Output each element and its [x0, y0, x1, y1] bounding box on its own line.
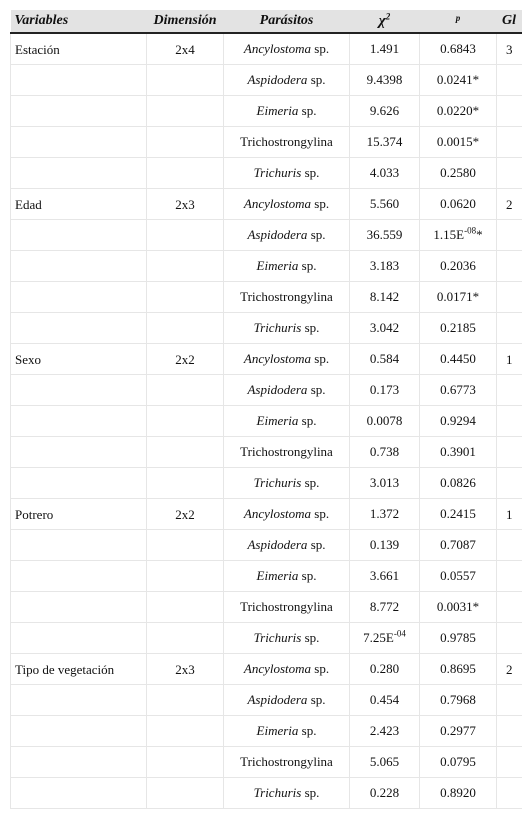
p-value-cell [420, 96, 497, 127]
table-row [11, 406, 522, 437]
gl-cell [497, 468, 522, 499]
chi-value: 0.584 [369, 351, 400, 366]
table-row [11, 561, 522, 592]
dimension-cell [147, 685, 224, 716]
variable-cell: Edad [11, 189, 147, 220]
table-row [11, 499, 522, 530]
chi-value: 3.661 [369, 568, 400, 583]
variable-cell [11, 468, 147, 499]
parasite-suffix: sp. [301, 630, 320, 645]
parasite-suffix: Trichostrongylina [240, 599, 333, 614]
chi-square-cell [350, 654, 420, 685]
p-value-cell [420, 468, 497, 499]
chi-value: 1.491 [369, 41, 400, 56]
dimension-cell [147, 468, 224, 499]
parasite-cell [224, 96, 350, 127]
p-value: 0.0220* [436, 103, 480, 118]
chi-value: 2.423 [369, 723, 400, 738]
table-row [11, 375, 522, 406]
gl-cell [497, 623, 522, 654]
gl-cell [497, 685, 522, 716]
chi-superscript: 2 [385, 10, 391, 21]
p-value-cell [420, 251, 497, 282]
variable-cell [11, 282, 147, 313]
p-value: 0.2977 [440, 723, 476, 738]
parasite-suffix: sp. [307, 382, 326, 397]
chi-square-cell [350, 592, 420, 623]
chi-square-cell [350, 623, 420, 654]
parasite-genus: Trichuris [253, 475, 302, 490]
parasite-genus: Aspidodera [247, 692, 308, 707]
variable-cell [11, 158, 147, 189]
dimension-cell [147, 282, 224, 313]
parasite-cell [224, 127, 350, 158]
chi-square-cell [350, 189, 420, 220]
parasite-genus: Eimeria [256, 103, 299, 118]
p-value: 0.8920 [440, 785, 476, 800]
chi-square-cell [350, 530, 420, 561]
chi-square-cell [350, 685, 420, 716]
parasite-genus: Aspidodera [247, 227, 308, 242]
parasite-suffix: sp. [301, 475, 320, 490]
results-table [10, 10, 522, 809]
gl-cell [497, 716, 522, 747]
gl-cell [497, 158, 522, 189]
p-value-cell [420, 65, 497, 96]
table-row [11, 96, 522, 127]
chi-value: 7.25E [363, 630, 394, 645]
p-value-cell [420, 282, 497, 313]
chi-value: 0.454 [369, 692, 400, 707]
parasite-genus: Ancylostoma [243, 661, 312, 676]
chi-value: 4.033 [369, 165, 400, 180]
table-row [11, 282, 522, 313]
gl-cell [497, 220, 522, 251]
p-value: 0.0620 [440, 196, 476, 211]
parasite-cell [224, 468, 350, 499]
p-value: 0.0031* [436, 599, 480, 614]
table-row [11, 313, 522, 344]
variable-cell [11, 220, 147, 251]
parasite-suffix: sp. [301, 785, 320, 800]
parasite-cell [224, 778, 350, 809]
p-value: 0.6843 [440, 41, 476, 56]
chi-value: 0.173 [369, 382, 400, 397]
header-chi-square [350, 10, 420, 33]
p-value-cell [420, 685, 497, 716]
chi-square-cell [350, 561, 420, 592]
dimension-cell: 2x2 [147, 499, 224, 530]
table-row [11, 344, 522, 375]
parasite-cell [224, 685, 350, 716]
p-value-cell [420, 33, 497, 65]
parasite-cell [224, 344, 350, 375]
parasite-cell [224, 561, 350, 592]
variable-cell: Estación [11, 33, 147, 65]
variable-cell: Tipo de vegetación [11, 654, 147, 685]
table-row [11, 220, 522, 251]
variable-cell [11, 313, 147, 344]
p-value-cell [420, 406, 497, 437]
p-value: 0.7968 [440, 692, 476, 707]
parasite-suffix: sp. [307, 692, 326, 707]
parasite-cell [224, 530, 350, 561]
p-value: 0.2185 [440, 320, 476, 335]
gl-cell [497, 747, 522, 778]
p-value-cell [420, 654, 497, 685]
variable-cell [11, 623, 147, 654]
gl-cell [497, 406, 522, 437]
table-row [11, 778, 522, 809]
variable-cell [11, 406, 147, 437]
chi-square-cell [350, 313, 420, 344]
variable-cell [11, 685, 147, 716]
parasite-suffix: Trichostrongylina [240, 444, 333, 459]
parasite-cell [224, 65, 350, 96]
dimension-cell [147, 623, 224, 654]
chi-value: 3.183 [369, 258, 400, 273]
chi-value: 5.560 [369, 196, 400, 211]
p-value: 0.2415 [440, 506, 476, 521]
table-row [11, 33, 522, 65]
parasite-genus: Aspidodera [247, 382, 308, 397]
dimension-cell [147, 561, 224, 592]
parasite-cell [224, 623, 350, 654]
dimension-cell [147, 220, 224, 251]
gl-cell [497, 313, 522, 344]
parasite-genus: Trichuris [253, 785, 302, 800]
chi-value: 1.372 [369, 506, 400, 521]
gl-cell [497, 437, 522, 468]
chi-exponent: -04 [393, 628, 406, 639]
chi-value: 36.559 [366, 227, 403, 242]
chi-value: 9.626 [369, 103, 400, 118]
parasite-genus: Eimeria [256, 258, 299, 273]
gl-cell [497, 375, 522, 406]
chi-symbol: χ [378, 12, 386, 29]
parasite-cell [224, 158, 350, 189]
dimension-cell [147, 747, 224, 778]
chi-square-cell [350, 716, 420, 747]
parasite-suffix: sp. [298, 413, 317, 428]
table-row [11, 437, 522, 468]
p-value: 0.4450 [440, 351, 476, 366]
parasite-suffix: sp. [311, 41, 330, 56]
gl-cell [497, 282, 522, 313]
variable-cell [11, 96, 147, 127]
table-row [11, 251, 522, 282]
parasite-genus: Eimeria [256, 568, 299, 583]
chi-square-cell [350, 375, 420, 406]
chi-square-cell [350, 251, 420, 282]
chi-value: 0.228 [369, 785, 400, 800]
parasite-suffix: Trichostrongylina [240, 134, 333, 149]
parasite-genus: Aspidodera [247, 72, 308, 87]
variable-cell: Potrero [11, 499, 147, 530]
header-dimension: Dimensión [147, 10, 224, 33]
chi-square-cell [350, 468, 420, 499]
dimension-cell [147, 158, 224, 189]
p-value-cell [420, 313, 497, 344]
p-value-cell [420, 375, 497, 406]
p-value: 0.0241* [436, 72, 480, 87]
parasite-genus: Eimeria [256, 413, 299, 428]
header-variables: Variables [11, 10, 147, 33]
p-value: 0.7087 [440, 537, 476, 552]
chi-square-cell [350, 282, 420, 313]
p-value: 0.0795 [440, 754, 476, 769]
dimension-cell: 2x4 [147, 33, 224, 65]
dimension-cell [147, 96, 224, 127]
p-value-cell [420, 530, 497, 561]
dimension-cell [147, 530, 224, 561]
chi-value: 8.772 [369, 599, 400, 614]
p-value-cell [420, 189, 497, 220]
parasite-suffix: sp. [311, 351, 330, 366]
p-exponent: -08 [464, 225, 477, 236]
dimension-cell [147, 375, 224, 406]
p-value: 0.9785 [440, 630, 476, 645]
p-value: 0.0826 [440, 475, 476, 490]
p-value: 0.8695 [440, 661, 476, 676]
variable-cell [11, 778, 147, 809]
chi-square-cell [350, 65, 420, 96]
dimension-cell [147, 406, 224, 437]
gl-cell: 2 [497, 189, 522, 220]
chi-square-cell [350, 499, 420, 530]
chi-value: 0.280 [369, 661, 400, 676]
header-p [420, 10, 497, 33]
parasite-genus: Trichuris [253, 320, 302, 335]
parasite-genus: Ancylostoma [243, 351, 312, 366]
variable-cell [11, 716, 147, 747]
dimension-cell [147, 313, 224, 344]
table-row [11, 65, 522, 96]
parasite-suffix: sp. [301, 165, 320, 180]
parasite-suffix: sp. [307, 227, 326, 242]
chi-square-cell [350, 437, 420, 468]
gl-cell: 2 [497, 654, 522, 685]
parasite-genus: Ancylostoma [243, 41, 312, 56]
parasite-cell [224, 375, 350, 406]
parasite-genus: Trichuris [253, 165, 302, 180]
parasite-genus: Ancylostoma [243, 506, 312, 521]
p-value: 0.9294 [440, 413, 476, 428]
parasite-suffix: Trichostrongylina [240, 754, 333, 769]
gl-cell: 1 [497, 499, 522, 530]
parasite-suffix: sp. [298, 103, 317, 118]
variable-cell [11, 530, 147, 561]
dimension-cell [147, 778, 224, 809]
chi-square-cell [350, 344, 420, 375]
gl-cell [497, 65, 522, 96]
gl-cell [497, 778, 522, 809]
chi-square-cell [350, 33, 420, 65]
gl-cell [497, 592, 522, 623]
parasite-genus: Trichuris [253, 630, 302, 645]
variable-cell [11, 127, 147, 158]
header-gl: Gl [497, 10, 522, 33]
parasite-genus: Eimeria [256, 723, 299, 738]
p-value-cell [420, 623, 497, 654]
p-value-cell [420, 778, 497, 809]
p-value-cell [420, 344, 497, 375]
p-value-cell [420, 747, 497, 778]
chi-square-cell [350, 747, 420, 778]
variable-cell [11, 561, 147, 592]
variable-cell [11, 65, 147, 96]
parasite-suffix: sp. [311, 506, 330, 521]
dimension-cell: 2x3 [147, 654, 224, 685]
parasite-cell [224, 313, 350, 344]
table-row [11, 747, 522, 778]
parasite-cell [224, 654, 350, 685]
parasite-cell [224, 499, 350, 530]
parasite-cell [224, 220, 350, 251]
chi-value: 3.013 [369, 475, 400, 490]
dimension-cell [147, 437, 224, 468]
p-value-cell [420, 158, 497, 189]
p-value: 0.6773 [440, 382, 476, 397]
p-value: 0.2036 [440, 258, 476, 273]
dimension-cell [147, 592, 224, 623]
p-symbol: p [455, 13, 461, 23]
gl-cell: 1 [497, 344, 522, 375]
parasite-genus: Ancylostoma [243, 196, 312, 211]
parasite-suffix: Trichostrongylina [240, 289, 333, 304]
parasite-cell [224, 716, 350, 747]
significance-mark: * [476, 227, 483, 242]
parasite-cell [224, 592, 350, 623]
variable-cell [11, 375, 147, 406]
gl-cell [497, 561, 522, 592]
table-body [11, 33, 522, 809]
chi-square-cell [350, 127, 420, 158]
variable-cell: Sexo [11, 344, 147, 375]
table-row [11, 685, 522, 716]
parasite-suffix: sp. [307, 537, 326, 552]
p-value: 0.3901 [440, 444, 476, 459]
results-table-container [10, 10, 521, 809]
chi-value: 0.0078 [366, 413, 403, 428]
p-value-cell [420, 499, 497, 530]
table-header [11, 10, 522, 33]
table-row [11, 530, 522, 561]
chi-value: 0.139 [369, 537, 400, 552]
chi-value: 3.042 [369, 320, 400, 335]
dimension-cell: 2x3 [147, 189, 224, 220]
p-value: 0.0171* [436, 289, 480, 304]
table-row [11, 189, 522, 220]
table-row [11, 468, 522, 499]
p-value-cell [420, 220, 497, 251]
chi-square-cell [350, 220, 420, 251]
gl-cell [497, 96, 522, 127]
table-row [11, 623, 522, 654]
parasite-cell [224, 33, 350, 65]
p-value-cell [420, 437, 497, 468]
parasite-suffix: sp. [301, 320, 320, 335]
table-row [11, 127, 522, 158]
p-value: 0.0015* [436, 134, 480, 149]
p-value-cell [420, 127, 497, 158]
chi-value: 5.065 [369, 754, 400, 769]
parasite-suffix: sp. [311, 661, 330, 676]
chi-value: 0.738 [369, 444, 400, 459]
table-row [11, 592, 522, 623]
dimension-cell: 2x2 [147, 344, 224, 375]
p-value: 0.2580 [440, 165, 476, 180]
table-row [11, 716, 522, 747]
p-value: 0.0557 [440, 568, 476, 583]
table-row [11, 158, 522, 189]
gl-cell [497, 251, 522, 282]
parasite-cell [224, 189, 350, 220]
variable-cell [11, 747, 147, 778]
gl-cell [497, 127, 522, 158]
gl-cell: 3 [497, 33, 522, 65]
parasite-cell [224, 747, 350, 778]
variable-cell [11, 437, 147, 468]
dimension-cell [147, 251, 224, 282]
parasite-genus: Aspidodera [247, 537, 308, 552]
p-value-cell [420, 716, 497, 747]
parasite-suffix: sp. [311, 196, 330, 211]
parasite-cell [224, 406, 350, 437]
parasite-cell [224, 437, 350, 468]
chi-value: 8.142 [369, 289, 400, 304]
p-value: 1.15E [433, 227, 465, 242]
chi-square-cell [350, 158, 420, 189]
chi-square-cell [350, 778, 420, 809]
parasite-cell [224, 282, 350, 313]
variable-cell [11, 251, 147, 282]
table-row [11, 654, 522, 685]
header-row [11, 10, 522, 33]
parasite-suffix: sp. [298, 723, 317, 738]
dimension-cell [147, 127, 224, 158]
chi-value: 9.4398 [366, 72, 403, 87]
parasite-suffix: sp. [298, 258, 317, 273]
gl-cell [497, 530, 522, 561]
dimension-cell [147, 716, 224, 747]
p-value-cell [420, 592, 497, 623]
chi-square-cell [350, 406, 420, 437]
parasite-suffix: sp. [298, 568, 317, 583]
chi-value: 15.374 [366, 134, 403, 149]
variable-cell [11, 592, 147, 623]
parasite-cell [224, 251, 350, 282]
dimension-cell [147, 65, 224, 96]
header-parasites: Parásitos [224, 10, 350, 33]
p-value-cell [420, 561, 497, 592]
parasite-suffix: sp. [307, 72, 326, 87]
chi-square-cell [350, 96, 420, 127]
